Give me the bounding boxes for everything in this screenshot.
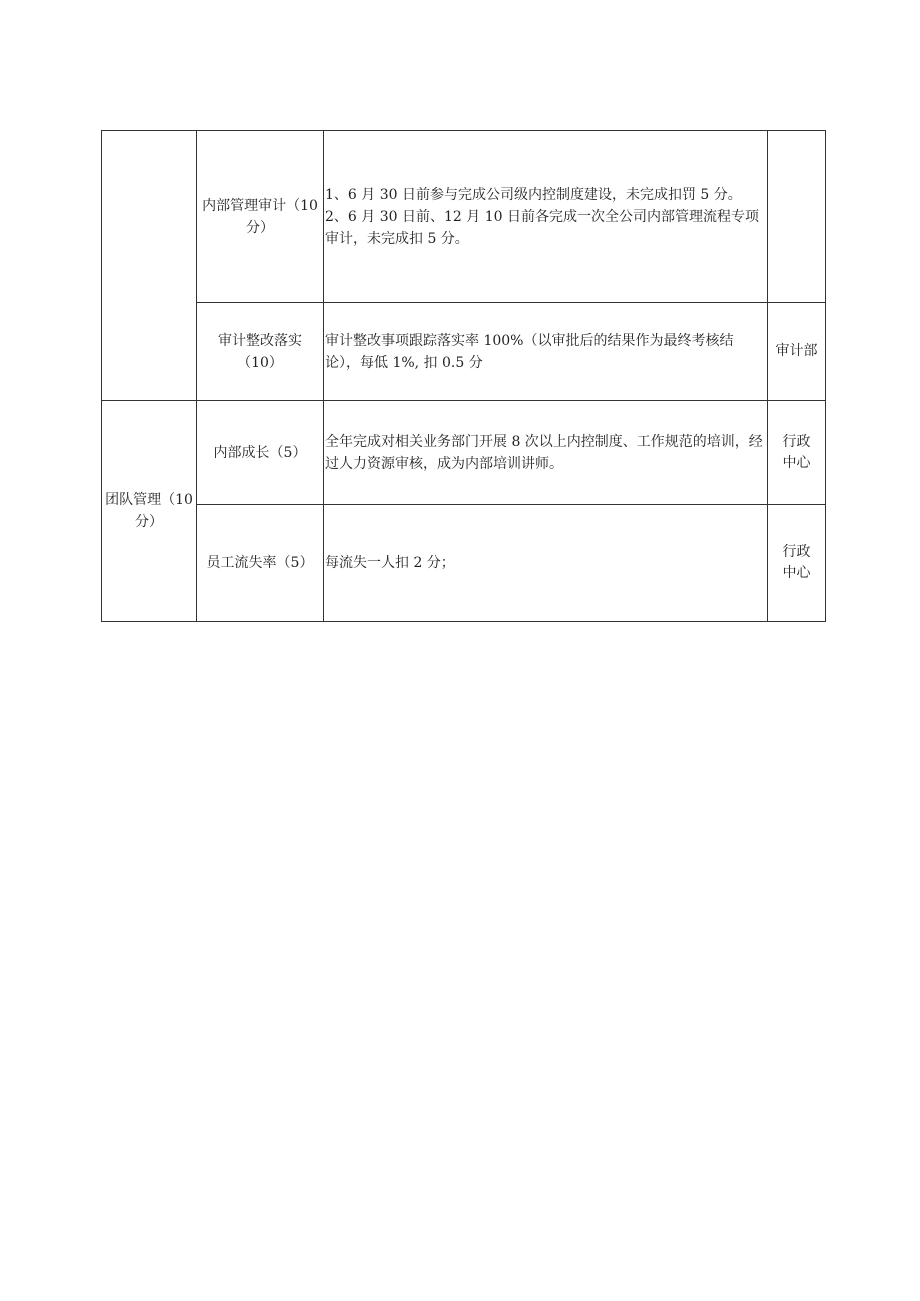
- item-label: 内部成长（5）: [213, 444, 307, 461]
- standard-text: 审计整改事项跟踪落实率 100%（以审批后的结果作为最终考核结论），每低 1%, 扣 0.5 分: [325, 332, 734, 371]
- table-row: [102, 131, 826, 303]
- category-cell: [102, 401, 197, 622]
- standard-line: 2、6 月 30 日前、12 月 10 日前各完成一次全公司内部管理流程专项审计，未完成扣 5 分。: [325, 208, 759, 247]
- item-cell: [197, 401, 324, 505]
- standard-line: 1、6 月 30 日前参与完成公司级内控制度建设，未完成扣罚 5 分。: [325, 186, 742, 203]
- item-label: 内部管理审计（10分）: [202, 197, 318, 236]
- department-label: 审计部: [775, 343, 818, 359]
- standard-cell: [324, 505, 768, 622]
- table-row: [102, 303, 826, 401]
- kpi-assessment-table: [101, 130, 826, 622]
- table-row: [102, 505, 826, 622]
- department-cell: [768, 505, 826, 622]
- category-cell: [102, 131, 197, 401]
- department-cell: [768, 303, 826, 401]
- standard-cell: [324, 131, 768, 303]
- standard-cell: [324, 401, 768, 505]
- category-label: 团队管理（10分）: [105, 492, 193, 530]
- department-cell: [768, 131, 826, 303]
- item-cell: [197, 131, 324, 303]
- standard-text: [324, 184, 767, 250]
- standard-text: 每流失一人扣 2 分；: [325, 555, 455, 571]
- item-cell: [197, 303, 324, 401]
- standard-cell: [324, 303, 768, 401]
- department-label: 行政中心: [782, 433, 811, 471]
- standard-text: 全年完成对相关业务部门开展 8 次以上内控制度、工作规范的培训，经过人力资源审核，成为内部培训讲师。: [325, 433, 763, 472]
- item-label: 员工流失率（5）: [206, 555, 314, 571]
- table-row: [102, 401, 826, 505]
- department-cell: [768, 401, 826, 505]
- department-label: 行政中心: [782, 544, 811, 581]
- item-cell: [197, 505, 324, 622]
- item-label: 审计整改落实（10）: [218, 332, 302, 371]
